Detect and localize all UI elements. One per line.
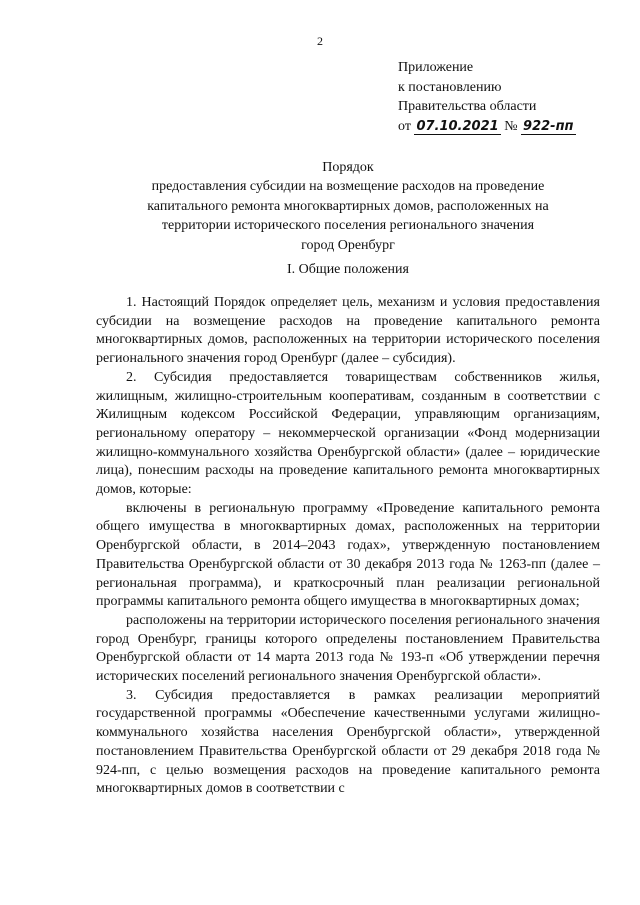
title-line: Порядок bbox=[322, 160, 374, 175]
title-line: капитального ремонта многоквартирных домов, расположенных на bbox=[147, 198, 549, 214]
section-heading: I. Общие положения bbox=[287, 262, 409, 277]
paragraph: расположены на территории исторического поселения регионального значения город Оренбург, границы которого определены постановлением Правительства Оренбургской области от 14 марта 2013 года № 193-п «Об утверждении перечня исторических поселений регионального значения Оренбургской области». bbox=[96, 612, 600, 685]
paragraph: включены в региональную программу «Проведение капитального ремонта общего имущества в многоквартирных домах, расположенных на территории Оренбургской области, в 2014–2043 годах», утвержденную постановлением Правительства Оренбургской области от 30 декабря 2013 года № 1263-пп (далее – региональная программа), и краткосрочный план реализации региональной программы капитального ремонта общего имущества в многоквартирных домах; bbox=[96, 500, 600, 610]
appendix-line: Правительства области bbox=[398, 99, 537, 115]
number-sign: № bbox=[504, 118, 518, 134]
appendix-block bbox=[398, 58, 576, 136]
appendix-line: к постановлению bbox=[398, 79, 502, 95]
paragraph: 1. Настоящий Порядок определяет цель, механизм и условия предоставления субсидии на возмещение расходов на проведение капитального ремонта многоквартирных домов, расположенных на территории исторического поселения регионального значения город Оренбург (далее – субсидия). bbox=[96, 295, 600, 367]
paragraph: 2. Субсидия предоставляется товариществам собственников жилья, жилищным, жилищно-строительным кооперативам, созданным в соответствии с Жилищным кодексом Российской Федерации, управляющим организациям, региональному оператору – некоммерческой организации «Фонд модернизации жилищно-коммунального хозяйства Оренбургской области» (далее – юридические лица), понесшим расходы на проведение капитального ремонта многоквартирных домов, которые: bbox=[96, 369, 600, 498]
title-line: город Оренбург bbox=[301, 237, 395, 253]
appendix-line: Приложение bbox=[398, 60, 474, 75]
handwritten-number: 922-пп bbox=[523, 118, 574, 134]
title-line: территории исторического поселения регионального значения bbox=[161, 218, 535, 234]
page-number: 2 bbox=[317, 34, 323, 48]
handwritten-date: 07.10.2021 bbox=[416, 118, 499, 134]
title-line: предоставления субсидии на возмещение расходов на проведение bbox=[151, 179, 545, 195]
paragraph: 3. Субсидия предоставляется в рамках реализации мероприятий государственной программы «Обеспечение качественными услугами жилищно-коммунального хозяйства населения Оренбургской области», утвержденной постановлением Правительства Оренбургской области от 29 декабря 2018 года № 924-пп, с целью возмещения расходов на проведение капитального ремонта многоквартирных домов в соответствии с bbox=[96, 687, 600, 797]
document-body bbox=[96, 294, 600, 799]
document-title bbox=[96, 158, 600, 255]
date-prefix: от bbox=[398, 118, 411, 134]
appendix-date-line bbox=[398, 117, 576, 137]
